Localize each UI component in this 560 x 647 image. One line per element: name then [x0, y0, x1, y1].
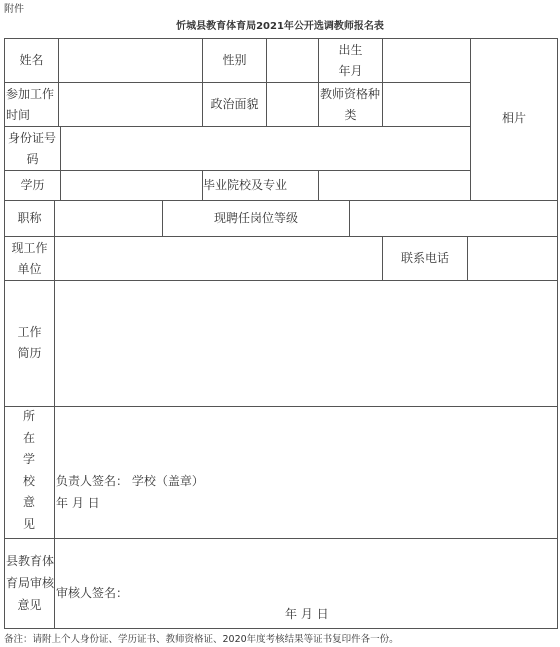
- county-date-text: 年 月 日: [285, 607, 329, 621]
- county-label-line3: 意见: [17, 598, 42, 612]
- teacher-cert-label-line2: 类: [344, 108, 357, 122]
- school-date-text: 年 月 日: [56, 496, 100, 510]
- political-field[interactable]: [267, 83, 318, 126]
- unit-field[interactable]: [55, 237, 382, 280]
- name-label: 姓名: [19, 53, 44, 67]
- position-level-label: 现聘任岗位等级: [213, 211, 298, 225]
- birth-label-line1: 出生: [338, 43, 363, 57]
- photo-label: 相片: [501, 111, 526, 125]
- work-start-label-line1: 参加工作: [6, 87, 55, 101]
- unit-label-line2: 单位: [17, 262, 42, 276]
- work-start-field[interactable]: [59, 83, 202, 126]
- id-field[interactable]: [61, 127, 470, 170]
- resume-field[interactable]: [55, 281, 557, 406]
- birth-field[interactable]: [383, 39, 470, 82]
- school-opinion-char: 学: [22, 452, 35, 466]
- school-opinion-char: 所: [22, 409, 35, 423]
- birth-label-line2: 年月: [338, 64, 363, 78]
- school-opinion-char: 意: [22, 495, 35, 509]
- phone-label: 联系电话: [400, 251, 449, 265]
- school-major-label: 毕业院校及专业: [203, 178, 288, 192]
- photo-area[interactable]: [471, 39, 557, 200]
- school-opinion-char: 校: [22, 473, 35, 488]
- id-label-line2: 码: [26, 152, 39, 166]
- teacher-cert-label-line1: 教师资格种: [319, 87, 380, 101]
- unit-label-line1: 现工作: [11, 241, 48, 255]
- resume-label-line1: 工作: [17, 325, 42, 339]
- school-sign-text: 负责人签名： 学校（盖章）: [56, 474, 204, 488]
- title-rank-label: 职称: [17, 211, 42, 225]
- teacher-cert-field[interactable]: [383, 83, 470, 126]
- county-label-line1: 县教育体: [6, 554, 55, 568]
- name-field[interactable]: [59, 39, 202, 82]
- gender-field[interactable]: [267, 39, 318, 82]
- phone-field[interactable]: [468, 237, 557, 280]
- position-level-field[interactable]: [350, 201, 557, 236]
- county-label-line2: 育局审核: [6, 576, 55, 590]
- form-title: 忻城县教育体育局2021年公开选调教师报名表: [176, 21, 384, 32]
- education-field[interactable]: [61, 171, 202, 200]
- education-label: 学历: [20, 178, 45, 192]
- school-opinion-char: 见: [22, 516, 35, 531]
- title-rank-field[interactable]: [55, 201, 162, 236]
- id-label-line1: 身份证号: [8, 131, 57, 145]
- remark-note: 备注：请附上个人身份证、学历证书、教师资格证、2020年度考核结果等证书复印件各一份。: [4, 634, 399, 645]
- resume-label-line2: 简历: [17, 346, 42, 360]
- political-label: 政治面貌: [210, 97, 259, 111]
- school-major-field[interactable]: [319, 171, 470, 200]
- work-start-label-line2: 时间: [6, 108, 31, 122]
- county-sign-text: 审核人签名：: [56, 586, 129, 600]
- school-opinion-char: 在: [22, 430, 35, 445]
- attachment-label: 附件: [4, 4, 24, 15]
- gender-label: 性别: [222, 53, 247, 67]
